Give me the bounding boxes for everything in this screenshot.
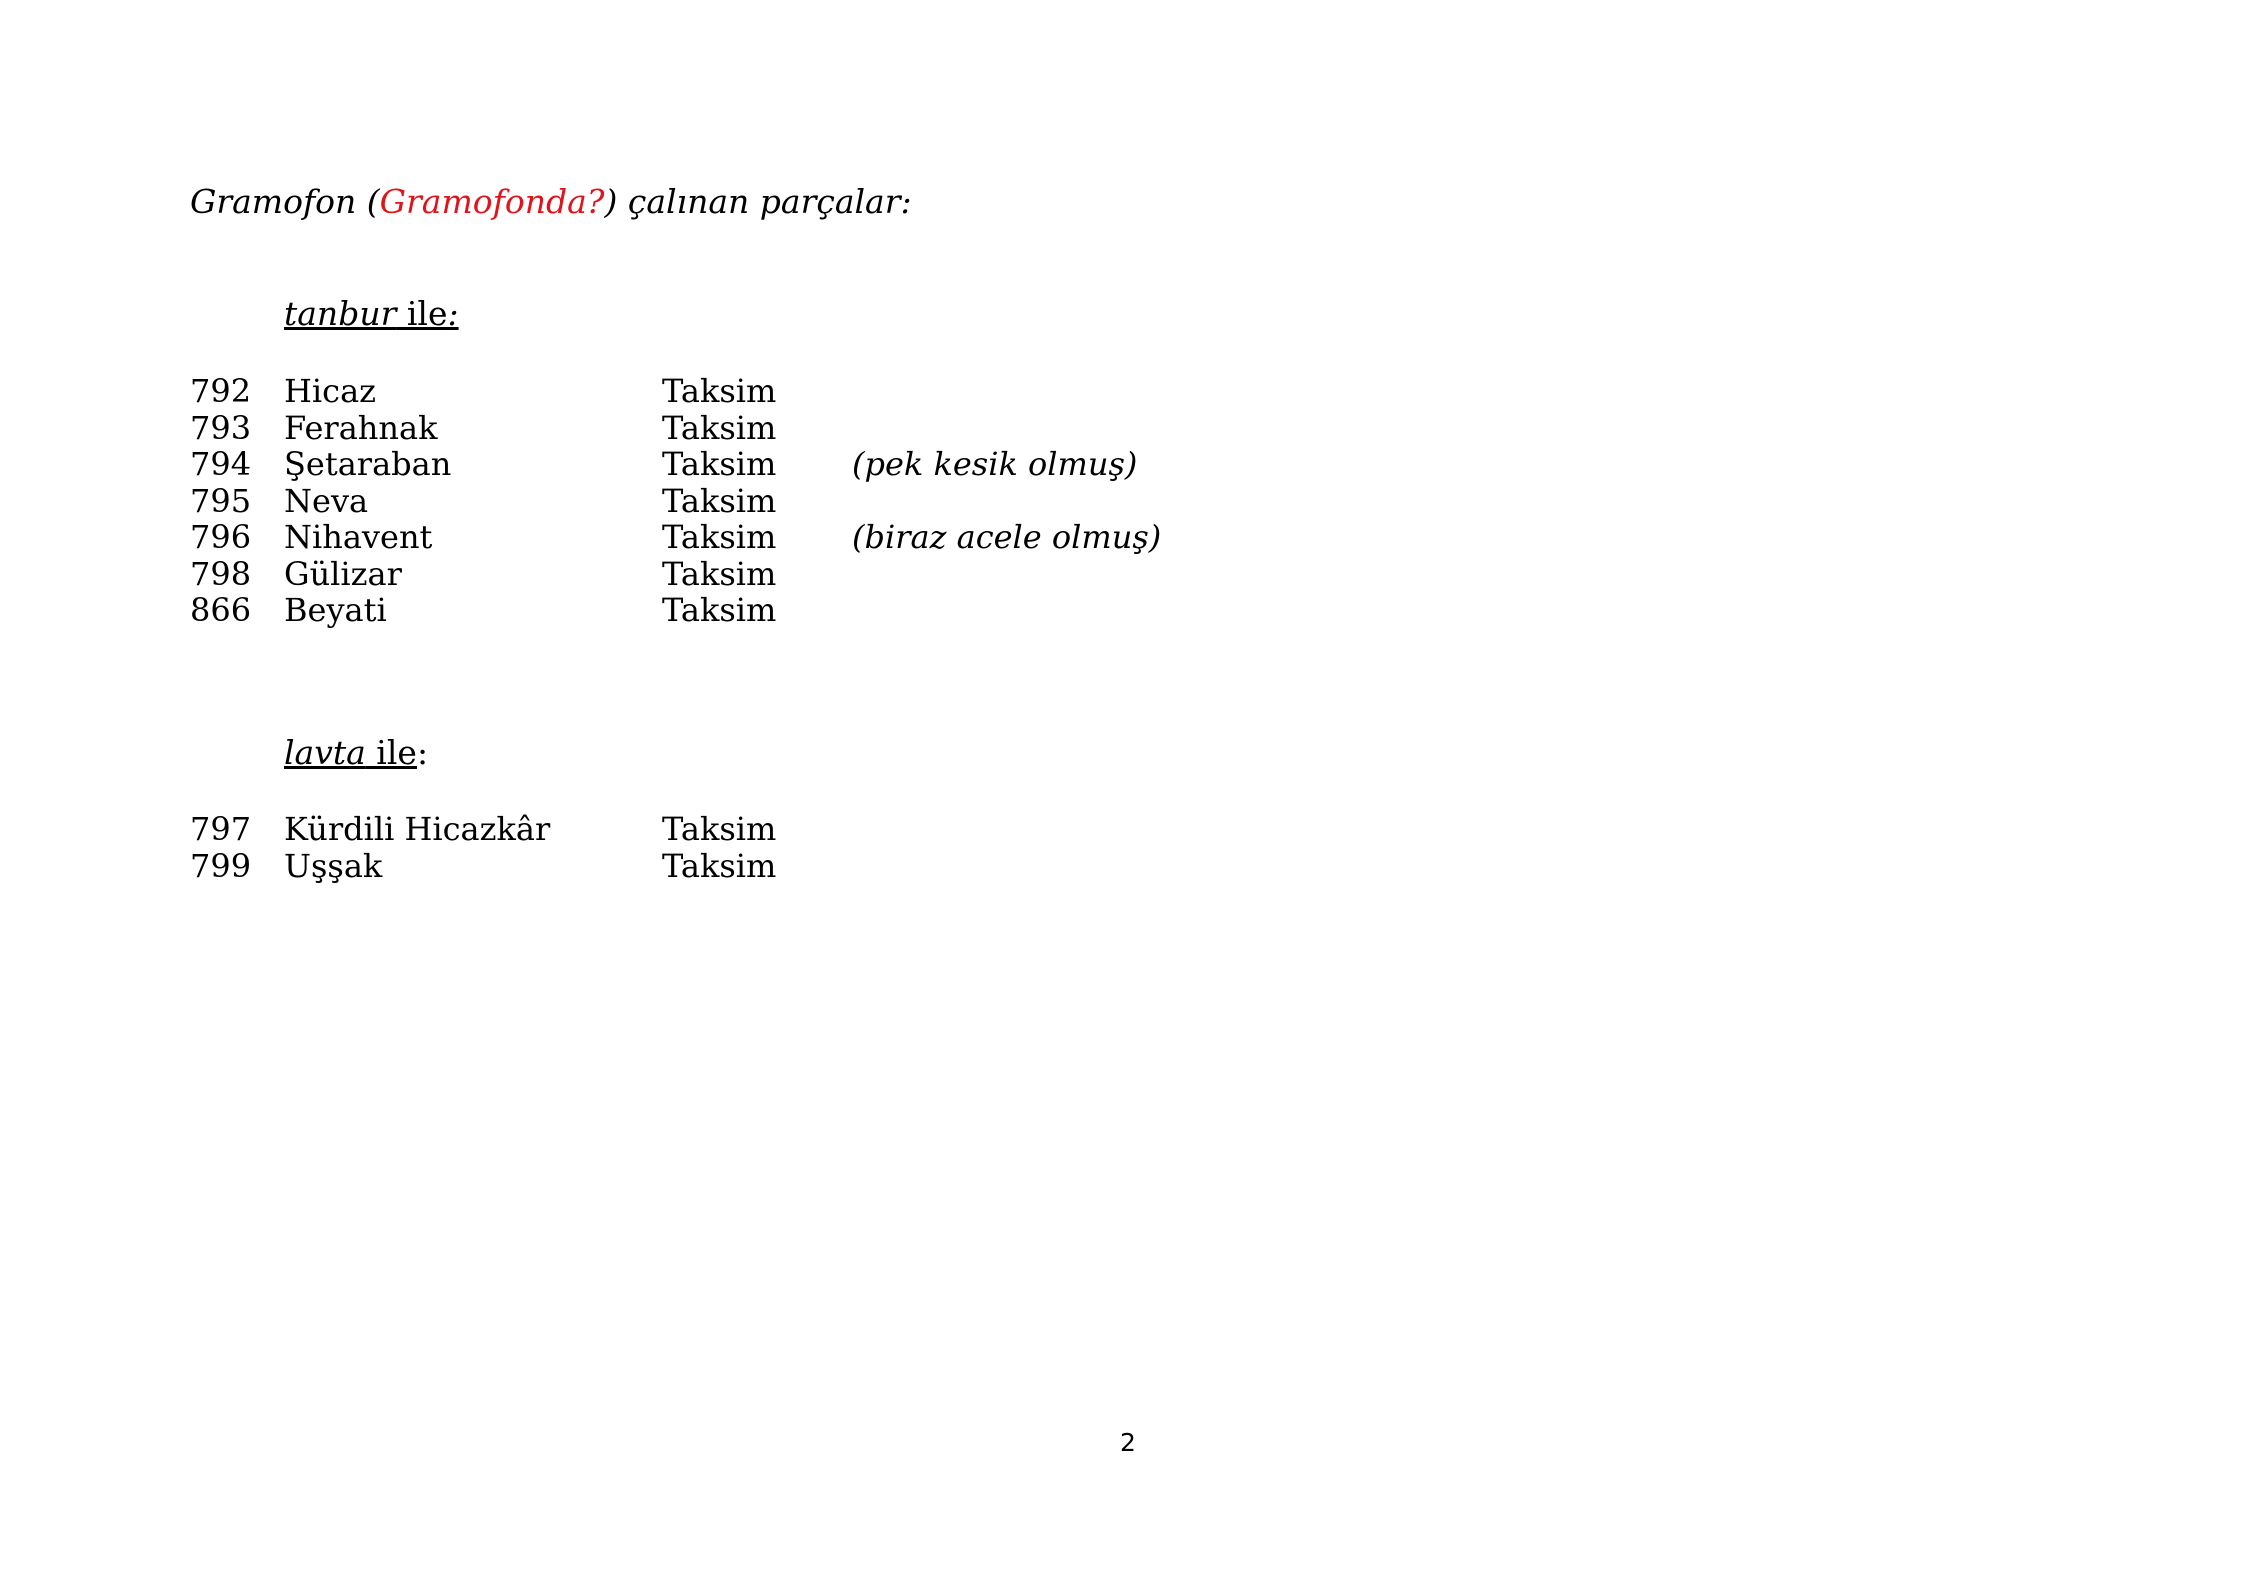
section-instrument: lavta (284, 733, 366, 772)
makam-name: Şetaraban (284, 445, 452, 483)
section-colon: : (447, 294, 459, 333)
record-number: 794 (190, 445, 252, 483)
list-item (0, 519, 2245, 556)
form-name: Taksim (662, 554, 777, 593)
list-item (0, 373, 2245, 410)
list-item (0, 811, 2245, 848)
makam-name: Neva (284, 481, 369, 520)
form-name: Taksim (662, 810, 777, 848)
makam-name: Uşşak (284, 846, 383, 885)
makam-name: Beyati (284, 591, 387, 629)
section-instrument: tanbur (284, 294, 397, 333)
form-name: Taksim (662, 445, 777, 483)
recording-list-lavta (0, 811, 2245, 884)
form-name: Taksim (662, 518, 777, 556)
makam-name: Ferahnak (284, 408, 438, 447)
record-number: 866 (190, 591, 252, 629)
page-number: 2 (1120, 1428, 1136, 1457)
list-item (0, 446, 2245, 483)
section-title-tanbur (284, 294, 459, 333)
record-note: (pek kesik olmuş) (852, 445, 1138, 483)
record-number: 792 (190, 372, 252, 410)
section-ile: ile (365, 733, 417, 772)
record-number: 798 (190, 554, 252, 593)
record-number: 795 (190, 481, 252, 520)
form-name: Taksim (662, 408, 777, 447)
document-heading (190, 182, 912, 221)
section-title-lavta (284, 733, 428, 772)
record-number: 797 (190, 810, 252, 848)
list-item (0, 592, 2245, 629)
heading-text-after: ) çalınan parçalar: (604, 182, 912, 221)
makam-name: Kürdili Hicazkâr (284, 810, 551, 848)
form-name: Taksim (662, 481, 777, 520)
recording-list-tanbur (0, 373, 2245, 629)
list-item (0, 556, 2245, 593)
form-name: Taksim (662, 591, 777, 629)
makam-name: Hicaz (284, 372, 376, 410)
section-colon: : (416, 733, 429, 772)
heading-text-before: Gramofon ( (190, 182, 380, 221)
form-name: Taksim (662, 846, 777, 885)
record-note: (biraz acele olmuş) (852, 518, 1162, 556)
makam-name: Gülizar (284, 554, 402, 593)
list-item (0, 410, 2245, 447)
record-number: 793 (190, 408, 252, 447)
heading-highlight: Gramofonda? (379, 182, 605, 221)
list-item (0, 483, 2245, 520)
section-ile: ile (396, 294, 448, 333)
makam-name: Nihavent (284, 518, 433, 556)
record-number: 796 (190, 518, 252, 556)
list-item (0, 848, 2245, 885)
record-number: 799 (190, 846, 252, 885)
form-name: Taksim (662, 372, 777, 410)
